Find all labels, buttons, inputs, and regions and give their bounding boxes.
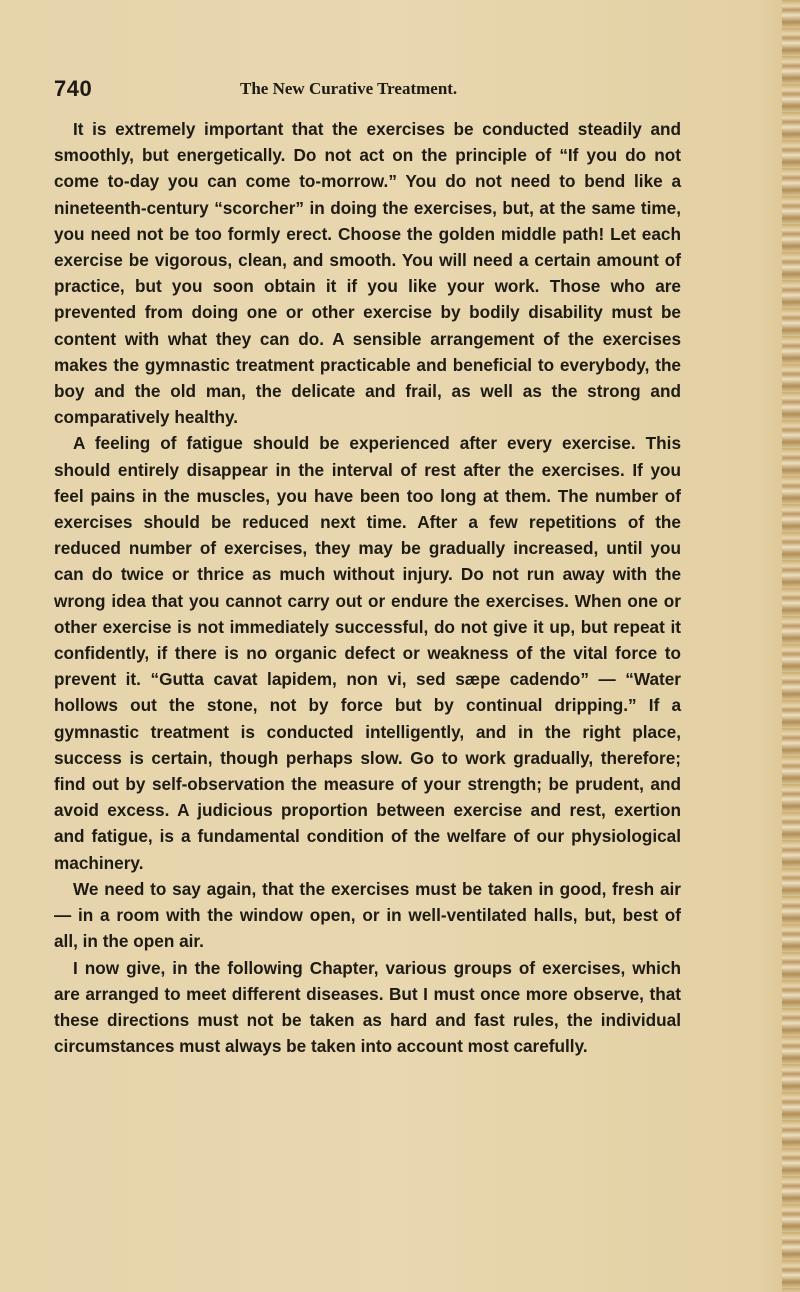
page-edge: [782, 0, 800, 1292]
running-title: The New Curative Treatment.: [240, 79, 458, 98]
running-head: [54, 76, 754, 104]
paragraph-4: I now give, in the following Chapter, various groups of exercises, which are arranged to meet different diseases. But I must once more observe, that these directions must not be taken as hard and fast rules, the individual circumstances must always be taken into account most carefully.: [54, 957, 681, 1057]
body-text: [54, 116, 681, 1059]
page-number: 740: [54, 76, 93, 101]
paragraph-3: We need to say again, that the exercises must be taken in good, fresh air — in a room with the window open, or in well-ventilated halls, but, best of all, in the open air.: [54, 878, 681, 952]
paragraph-2: A feeling of fatigue should be experienced after every exercise. This should entirely disappear in the interval of rest after the exercises. If you feel pains in the muscles, you have been too long at them. The number of exercises should be reduced next time. After a few repetitions of the reduced number of exercises, they may be gradually increased, until you can do twice or thrice as much without injury. Do not run away with the wrong idea that you cannot carry out or endure the exercises. When one or other exercise is not immediately successful, do not give it up, but repeat it confidently, if there is no organic defect or weakness of the vital force to prevent it. “Gutta cavat lapidem, non vi, sed sæpe cadendo” — “Water hollows out the stone, not by force but by continual dripping.” If a gymnastic treatment is conducted intelligently, and in the right place, success is certain, though perhaps slow. Go to work gradually, therefore; find out by self-observation the measure of your strength; be prudent, and avoid excess. A judicious proportion between exercise and rest, exertion and fatigue, is a fundamental condition of the welfare of our physiological machinery.: [54, 433, 681, 873]
paragraph-1: It is extremely important that the exercises be conducted steadily and smoothly, but energetically. Do not act on the principle of “If you do not come to-day you can come to-morrow.” You do not need to bend like a nineteenth-century “scorcher” in doing the exercises, but, at the same time, you need not be too formly erect. Choose the golden middle path! Let each exercise be vigorous, clean, and smooth. You will need a certain amount of practice, but you soon obtain it if you like your work. Those who are prevented from doing one or other exercise by bodily disability must be content with what they can do. A sensible arrangement of the exercises makes the gymnastic treatment practicable and beneficial to everybody, the boy and the old man, the delicate and frail, as well as the strong and comparatively healthy.: [54, 119, 681, 428]
